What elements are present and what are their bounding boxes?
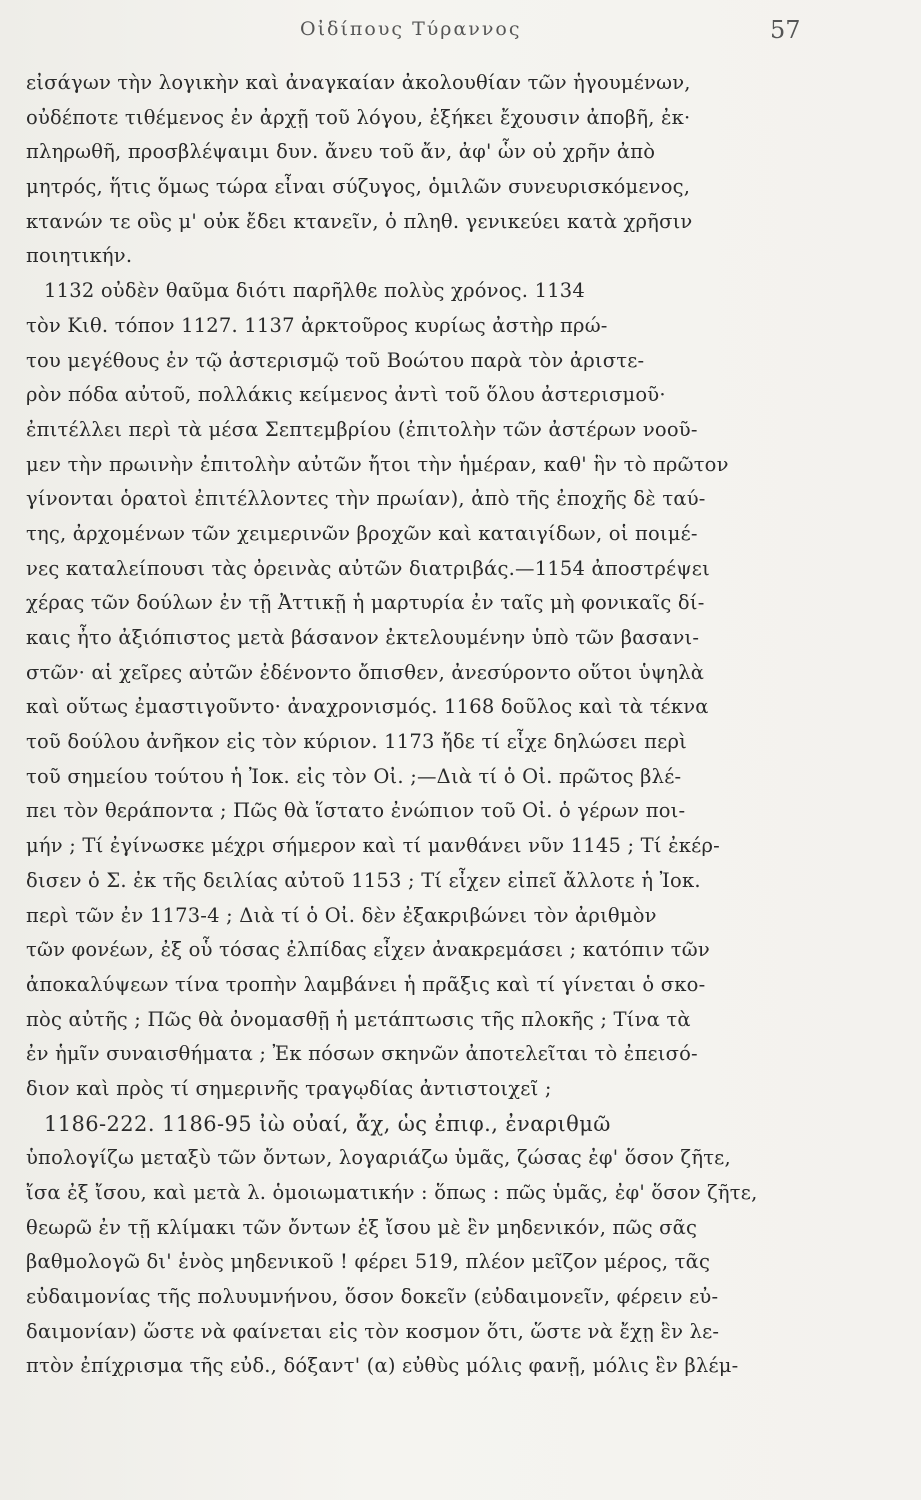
text-line: στῶν· αἱ χεῖρες αὐτῶν ἐδένοντο ὄπισθεν, ἀνεσύροντο οὕτοι ὑψηλὰ	[26, 660, 705, 684]
text-line: τὸν Κιθ. τόπον 1127. 1137 ἀρκτοῦρος κυρίως ἀστὴρ πρώ-	[26, 313, 608, 337]
running-title: Οἰδίπους Τύραννος	[300, 18, 522, 40]
text-line: ποιητικήν.	[26, 244, 133, 268]
text-line: μήν ; Τί ἐγίνωσκε μέχρι σήμερον καὶ τί μανθάνει νῦν 1145 ; Τί ἐκέρ-	[26, 834, 720, 858]
text-line: περὶ τῶν ἐν 1173-4 ; Διὰ τί ὁ Οἰ. δὲν ἐξακριβώνει τὸν ἀριθμὸν	[26, 903, 657, 927]
text-line: ἀποκαλύψεων τίνα τροπὴν λαμβάνει ἡ πρᾶξις καὶ τί γίνεται ὁ σκο-	[26, 972, 706, 996]
text-line: εὐδαιμονίας τῆς πολυυμνήνου, ὅσον δοκεῖν (εὐδαιμονεῖν, φέρειν εὐ-	[26, 1285, 719, 1309]
text-line: 1186-222. 1186-95 ἰὼ οὐαί, ἄχ, ὡς ἐπιφ., ἐναριθμῶ	[44, 1111, 611, 1136]
text-line: του μεγέθους ἐν τῷ ἀστερισμῷ τοῦ Βοώτου παρὰ τὸν ἀριστε-	[26, 348, 645, 372]
text-line: ἐπιτέλλει περὶ τὰ μέσα Σεπτεμβρίου (ἐπιτολὴν τῶν ἀστέρων νοοῦ-	[26, 417, 698, 441]
text-line: μητρός, ἥτις ὅμως τώρα εἶναι σύζυγος, ὁμιλῶν συνευρισκόμενος,	[26, 175, 691, 199]
text-line: δισεν ὁ Σ. ἐκ τῆς δειλίας αὐτοῦ 1153 ; Τί εἶχεν εἰπεῖ ἄλλοτε ἡ Ἰοκ.	[26, 868, 701, 892]
text-line: καις ἦτο ἀξιόπιστος μετὰ βάσανον ἐκτελουμένην ὑπὸ τῶν βασανι-	[26, 626, 700, 649]
text-line: τοῦ σημείου τούτου ἡ Ἰοκ. εἰς τὸν Οἰ. ;—Διὰ τί ὁ Οἰ. πρῶτος βλέ-	[26, 764, 682, 788]
text-line: ἴσα ἐξ ἴσου, καὶ μετὰ λ. ὁμοιωματικήν : ὅπως : πῶς ὑμᾶς, ἐφ' ὅσον ζῆτε,	[26, 1181, 758, 1204]
body-text	[26, 66, 886, 1486]
text-line: τῶν φονέων, ἐξ οὗ τόσας ἐλπίδας εἶχεν ἀνακρεμάσει ; κατόπιν τῶν	[26, 938, 710, 962]
text-line: διον καὶ πρὸς τί σημερινῆς τραγῳδίας ἀντιστοιχεῖ ;	[26, 1076, 552, 1100]
text-line: ἐν ἡμῖν συναισθήματα ; Ἐκ πόσων σκηνῶν ἀποτελεῖται τὸ ἐπεισό-	[26, 1042, 698, 1066]
text-line: δαιμονίαν) ὥστε νὰ φαίνεται εἰς τὸν κοσμον ὅτι, ὥστε νὰ ἔχῃ ἓν λε-	[26, 1319, 720, 1343]
running-header	[0, 16, 921, 46]
text-line: τοῦ δούλου ἀνῆκον εἰς τὸν κύριον. 1173 ἤδε τί εἶχε δηλώσει περὶ	[26, 730, 687, 754]
text-line: βαθμολογῶ δι' ἑνὸς μηδενικοῦ ! φέρει 519, πλέον μεῖζον μέρος, τᾶς	[26, 1250, 711, 1274]
text-line: καὶ οὕτως ἐμαστιγοῦντο· ἀναχρονισμός. 1168 δοῦλος καὶ τὰ τέκνα	[26, 695, 709, 719]
text-line: πτὸν ἐπίχρισμα τῆς εὐδ., δόξαντ' (α) εὐθὺς μόλις φανῇ, μόλις ἓν βλέμ-	[26, 1354, 739, 1378]
text-line: χέρας τῶν δούλων ἐν τῇ Ἀττικῇ ἡ μαρτυρία ἐν ταῖς μὴ φονικαῖς δί-	[26, 591, 705, 615]
text-line: 1132 οὐδὲν θαῦμα διότι παρῆλθε πολὺς χρόνος. 1134	[44, 279, 586, 303]
text-line: πληρωθῆ, προσβλέψαιμι δυν. ἄνευ τοῦ ἄν, ἀφ' ὧν οὐ χρῆν ἀπὸ	[26, 140, 656, 164]
text-line: γίνονται ὁρατοὶ ἐπιτέλλοντες τὴν πρωίαν), ἀπὸ τῆς ἐποχῆς δὲ ταύ-	[26, 487, 706, 511]
text-line: της, ἀρχομένων τῶν χειμερινῶν βροχῶν καὶ καταιγίδων, οἱ ποιμέ-	[26, 521, 698, 545]
page-number: 57	[770, 16, 801, 44]
text-line: κτανών τε οὓς μ' οὐκ ἔδει κτανεῖν, ὁ πληθ. γενικεύει κατὰ χρῆσιν	[26, 209, 693, 233]
text-line: πει τὸν θεράποντα ; Πῶς θὰ ἵστατο ἐνώπιον τοῦ Οἰ. ὁ γέρων ποι-	[26, 799, 686, 823]
text-line: πὸς αὐτῆς ; Πῶς θὰ ὀνομασθῇ ἡ μετάπτωσις τῆς πλοκῆς ; Τίνα τὰ	[26, 1007, 691, 1031]
text-line: μεν τὴν πρωινὴν ἐπιτολὴν αὐτῶν ἤτοι τὴν ἡμέραν, καθ' ἣν τὸ πρῶτον	[26, 452, 729, 476]
text-line: θεωρῶ ἐν τῇ κλίμακι τῶν ὄντων ἐξ ἴσου μὲ ἓν μηδενικόν, πῶς σᾶς	[26, 1215, 698, 1239]
text-line: ὑπολογίζω μεταξὺ τῶν ὄντων, λογαριάζω ὑμᾶς, ζώσας ἐφ' ὅσον ζῆτε,	[26, 1146, 731, 1170]
text-line: εἰσάγων τὴν λογικὴν καὶ ἀναγκαίαν ἀκολουθίαν τῶν ἡγουμένων,	[26, 71, 691, 94]
text-line: νες καταλείπουσι τὰς ὀρεινὰς αὐτῶν διατριβάς.—1154 ἀποστρέψει	[26, 556, 710, 580]
text-line: οὐδέποτε τιθέμενος ἐν ἀρχῇ τοῦ λόγου, ἐξήκει ἔχουσιν ἀποβῆ, ἐκ·	[26, 105, 691, 129]
text-line: ρὸν πόδα αὐτοῦ, πολλάκις κείμενος ἀντὶ τοῦ ὅλου ἀστερισμοῦ·	[26, 383, 666, 407]
